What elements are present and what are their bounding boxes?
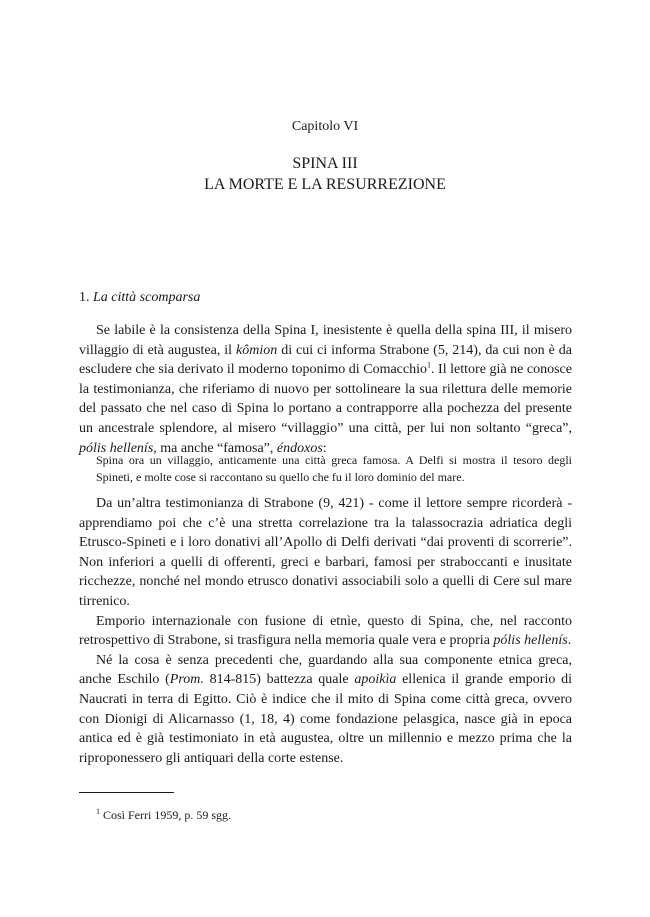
paragraph-4 xyxy=(79,651,572,769)
chapter-title-line-2: LA MORTE E LA RESURREZIONE xyxy=(204,176,446,193)
chapter-title-line-1: SPINA III xyxy=(292,155,358,172)
footnote-number: 1 xyxy=(96,807,100,816)
paragraph-1-italic-1: kômion xyxy=(236,342,278,358)
paragraph-3-text-2: . xyxy=(567,633,572,649)
chapter-title xyxy=(0,153,650,195)
paragraph-3-italic-1: pólis hellenís xyxy=(493,633,568,649)
chapter-label: Capitolo VI xyxy=(291,119,359,134)
paragraph-4-italic-2: apoikìa xyxy=(354,672,397,688)
quote-text: Spina ora un villaggio, anticamente una città greca famosa. A Delfi si mostra il tesoro degli Spineti, e molte cose si raccontano su quello che fu il loro dominio del mare. xyxy=(96,453,572,484)
footnote-text: Così Ferri 1959, p. 59 sgg. xyxy=(103,808,232,822)
paragraph-2: Da un’altra testimonianza di Strabone (9, 421) - come il lettore sempre ricorderà - apprendiamo poi che c’è una stretta correlazione tra la talassocrazia adriatica degli Etrusco-Spineti e i loro donativi all’Apollo di Delfi derivati “dai proventi di scorrerie”. Non inferiori a quelli di offerenti, greci e barbari, famosi per straboccanti e inusitate ricchezze, nonché nel mondo etrusco donativi associabili solo a quelli di Cere sul mare tirrenico. xyxy=(79,496,572,609)
paragraph-1-text-5: : xyxy=(322,440,327,456)
footnote xyxy=(96,808,231,823)
paragraph-3-text-1: Emporio internazionale con fusione di etnìe, questo di Spina, che, nel racconto retrospettivo di Strabone, si trasfigura nella memoria quale vera e propria xyxy=(79,613,572,649)
paragraph-4-text-1: Né la cosa è senza precedenti che, guardando alla sua componente etnica greca, anche Eschilo ( xyxy=(79,652,572,688)
section-heading xyxy=(79,290,200,306)
footnote-divider xyxy=(79,792,174,793)
paragraph-1-text-1: Se labile è la consistenza della Spina I, inesistente è quella della spina III, il misero villaggio di età augustea, il xyxy=(79,323,572,358)
paragraph-1-italic-3: éndoxos xyxy=(276,440,323,456)
body-paragraphs xyxy=(79,494,572,768)
paragraph-1-text-3: . Il lettore già ne conosce la testimonianza, che riferiamo di nuovo per sottolineare la sua rilettura delle memorie del passato che nel caso di Spina lo portano a contrapporre alla pochezza del presente un ancestrale splendore, al misero “villaggio” una città, per lui non soltanto “greca”, xyxy=(79,362,572,436)
paragraph-4-text-2: 814-815) battezza quale xyxy=(203,672,355,688)
block-quote xyxy=(96,452,572,486)
paragraph-4-text-3: ellenica il grande emporio di Naucrati in terra di Egitto. Ciò è indice che il mito di Spina come città greca, ovvero con Dionigi di Alicarnasso (1, 18, 4) come fondazione pelasgica, nasce già in epoca antica ed è già testimoniato in età augustea, oltre un millennio e mezzo prima che la riproponessero gli antiquari della corte estense. xyxy=(79,672,572,766)
body-paragraph-1 xyxy=(79,321,572,458)
paragraph-4-italic-1: Prom. xyxy=(169,672,204,688)
section-title: La città scomparsa xyxy=(93,290,201,305)
paragraph-1-text-4: , ma anche “famosa”, xyxy=(153,440,277,456)
footnote-ref-1[interactable]: 1 xyxy=(427,360,431,370)
paragraph-3 xyxy=(79,612,572,651)
paragraph-1 xyxy=(79,321,572,458)
paragraph-1-italic-2: pólis hellenís xyxy=(79,440,154,456)
section-number: 1. xyxy=(79,290,90,305)
paragraph-1-text-2: di cui ci informa Strabone (5, 214), da cui non è da escludere che sia derivato il moderno toponimo di Comacchio xyxy=(79,342,572,378)
